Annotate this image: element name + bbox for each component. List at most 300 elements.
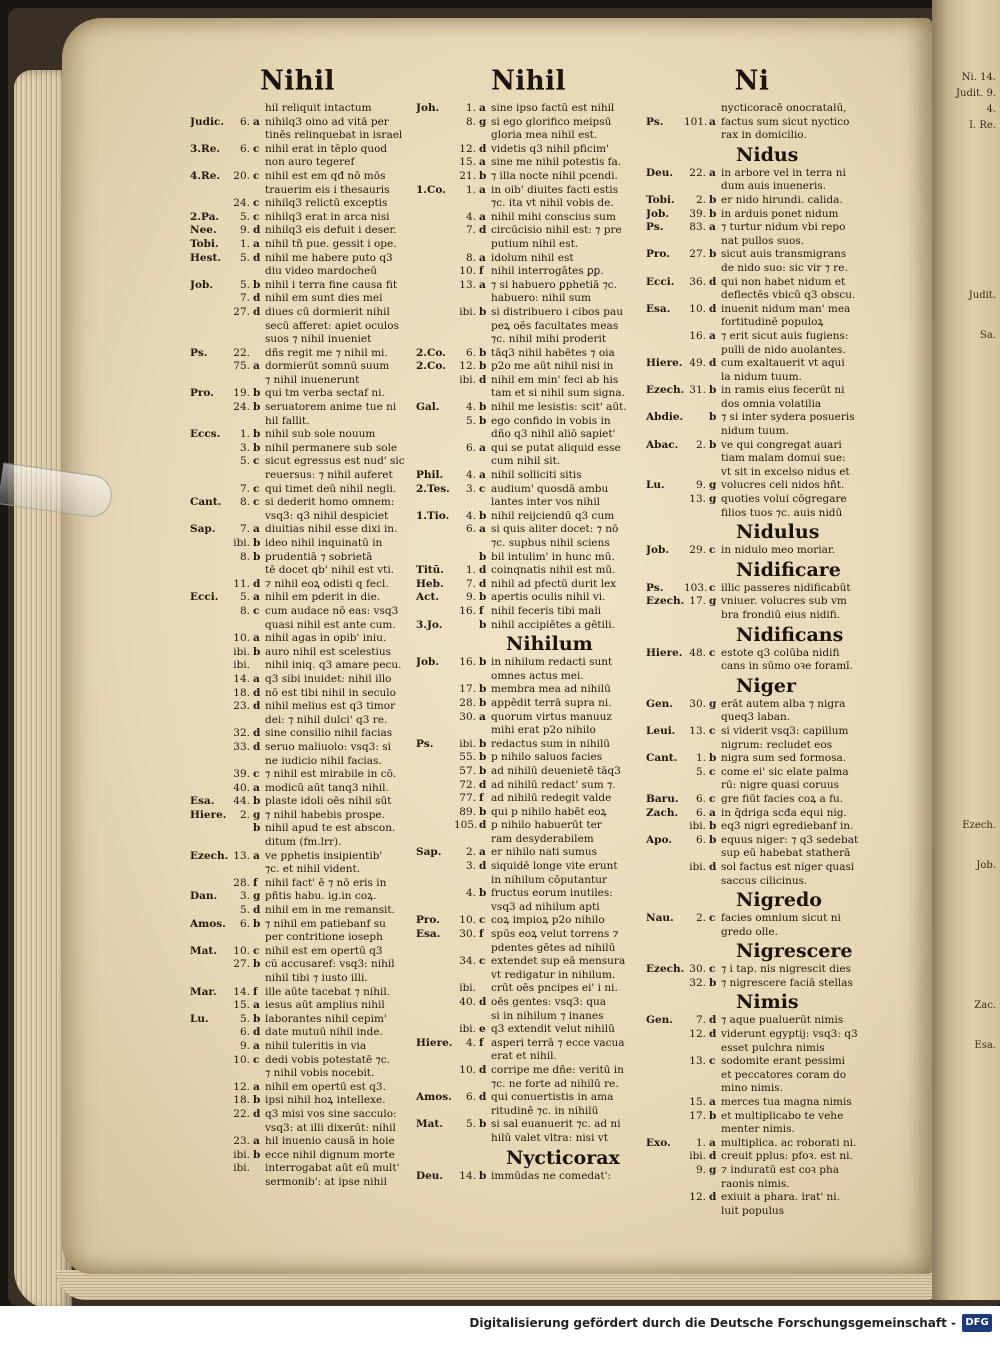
book-reference (190, 333, 228, 347)
concordance-line (416, 156, 641, 170)
section-letter: c (253, 197, 260, 210)
concordance-line (190, 578, 405, 592)
concordance-line (416, 469, 641, 483)
line-text: si distribuero i cibos pau (491, 305, 623, 318)
line-text: tē docet qb' nihil est vti. (265, 564, 395, 577)
chapter-number: 7. (239, 482, 250, 495)
chapter-number (454, 333, 479, 347)
book-reference (190, 564, 228, 578)
section-letter (709, 926, 721, 940)
line-text: ⁊c. ne forte ad nihilū re. (491, 1077, 619, 1090)
concordance-line (416, 510, 641, 524)
concordance-line (646, 167, 858, 181)
chapter-number (684, 660, 709, 674)
line-text: eq3 nigri egrediebanf in. (721, 820, 854, 833)
section-letter: a (479, 102, 486, 114)
line-text: prudentiā ⁊ sobrietā (265, 550, 373, 563)
concordance-line (190, 741, 405, 755)
section-letter: a (479, 183, 486, 196)
chapter-number: 30. (459, 710, 476, 723)
line-text: filios tuos ⁊c. auis nidū (721, 506, 843, 519)
concordance-line (190, 238, 405, 252)
line-text: pdentes gētes ad nihilū (491, 941, 616, 954)
section-letter: b (709, 384, 717, 397)
line-text: ⁊c. supbus nihil sciens (491, 537, 610, 549)
chapter-number: 2. (695, 438, 706, 451)
section-letter (479, 901, 491, 915)
book-reference: Hiere. (646, 646, 683, 659)
line-text: oēs gentes: vsq3: qua (491, 996, 606, 1008)
chapter-number: 10. (459, 265, 476, 278)
concordance-line (646, 276, 858, 290)
concordance-line (190, 374, 405, 388)
entry-headword: Nihilum (506, 633, 593, 656)
section-letter: b (709, 411, 717, 424)
book-reference (646, 779, 684, 793)
chapter-number: 10. (233, 944, 250, 957)
line-text: qui tm verba sectaf ni. (265, 387, 385, 400)
line-text: laborantes nihil cepim' (265, 1012, 387, 1025)
book-reference: Ps. (646, 581, 664, 594)
book-reference (190, 306, 228, 320)
book-reference (190, 1162, 228, 1176)
chapter-number: 12. (459, 360, 476, 373)
section-letter (253, 1162, 265, 1176)
concordance-line (416, 738, 641, 752)
section-letter: b (709, 1109, 717, 1122)
line-text: audium' quosdā ambu (491, 482, 609, 495)
book-reference (416, 874, 454, 888)
concordance-line (416, 874, 641, 888)
concordance-line (190, 415, 405, 429)
chapter-number: ibi. (233, 659, 250, 672)
section-letter (479, 455, 491, 469)
chapter-number (454, 1105, 479, 1119)
book-reference: Ezech. (646, 384, 685, 397)
concordance-line (646, 479, 858, 493)
chapter-number: 4. (465, 509, 476, 522)
section-letter (479, 320, 491, 334)
chapter-number (684, 507, 709, 521)
running-header: Nihil (491, 65, 566, 97)
concordance-line (190, 333, 405, 347)
concordance-line (190, 224, 405, 238)
book-reference (190, 483, 228, 497)
line-text: et multiplicabo te vehe (721, 1109, 844, 1122)
book-reference (646, 493, 684, 507)
chapter-number: 5. (239, 251, 250, 264)
line-text: nihil feceris tibi mali (491, 604, 602, 617)
book-reference (646, 861, 684, 875)
line-text: qui timet deū nihil negli. (265, 482, 397, 495)
book-reference (646, 1082, 684, 1096)
chapter-number: 39. (689, 207, 706, 220)
section-letter: g (709, 595, 717, 608)
chapter-number: ibi. (689, 820, 706, 833)
chapter-number: ibi. (459, 1023, 476, 1036)
facing-page-fragment: Job. (976, 860, 996, 871)
chapter-number (684, 1205, 709, 1219)
chapter-number: 10. (459, 914, 476, 927)
line-text: sodomite erant pessimi (721, 1055, 846, 1068)
chapter-number (454, 670, 479, 684)
chapter-number: 32. (233, 727, 250, 740)
chapter-number: 2. (465, 846, 476, 859)
line-text: ⁊ nihil em patiebanf su (265, 917, 386, 930)
chapter-number (228, 755, 253, 769)
line-text: nihil est em opertū q3 (265, 944, 383, 957)
line-text: nigra sum sed formosa. (721, 752, 847, 765)
section-letter: d (709, 1191, 717, 1204)
chapter-number: 5. (465, 414, 476, 427)
chapter-number (684, 289, 709, 303)
section-letter: d (709, 1014, 717, 1027)
line-text: nihil fact' ē ⁊ nō eris in (265, 876, 387, 889)
line-text: dño q3 nihil aliō sapiet' (491, 428, 616, 441)
book-reference (190, 1135, 228, 1149)
book-reference (190, 782, 228, 796)
section-letter: d (709, 302, 717, 315)
line-text: asperi terrā ⁊ ecce vacua (491, 1036, 625, 1049)
book-reference (416, 306, 454, 320)
book-reference (646, 977, 684, 991)
line-text: diuitias nihil esse dixi in. (265, 523, 398, 536)
line-text: gredo olle. (721, 925, 778, 938)
book-reference (190, 537, 228, 551)
section-letter (709, 466, 721, 480)
book-reference (416, 955, 454, 969)
concordance-line (646, 371, 858, 385)
section-letter: a (479, 523, 486, 536)
chapter-number: 9. (695, 479, 706, 492)
line-text: nigrum: recludet eos (721, 738, 833, 751)
line-text: nihil em sunt dies mei (265, 292, 383, 305)
concordance-line (190, 428, 405, 442)
section-letter (709, 316, 721, 330)
book-reference (416, 170, 454, 184)
concordance-line (190, 836, 405, 850)
chapter-number: 23. (233, 700, 250, 713)
chapter-number: 27. (233, 305, 250, 318)
concordance-line (416, 578, 641, 592)
book-reference (416, 1078, 454, 1092)
section-letter: d (479, 373, 487, 386)
book-reference (190, 972, 228, 986)
chapter-number: 6. (239, 115, 250, 128)
chapter-number (228, 156, 253, 170)
concordance-line (190, 659, 405, 673)
line-text: putium nihil est. (491, 237, 579, 250)
line-text: membra mea ad nihilū (491, 683, 611, 696)
line-text: ⁊c. et nihil vident. (265, 863, 361, 876)
line-text: videtis q3 nihil pficim' (491, 142, 610, 155)
line-text: iesus aūt amplius nihil (265, 999, 385, 1012)
section-letter: d (479, 564, 487, 577)
section-letter: b (479, 346, 487, 359)
book-reference: Esa. (646, 302, 671, 315)
chapter-number (454, 320, 479, 334)
book-reference (190, 1176, 228, 1190)
section-letter: b (479, 737, 487, 750)
book-reference: Cant. (646, 752, 678, 765)
concordance-line (190, 1054, 405, 1068)
chapter-number: 6. (695, 833, 706, 846)
concordance-line (646, 834, 858, 848)
book-reference (416, 697, 454, 711)
chapter-number: 72. (459, 778, 476, 791)
line-text: qui p nihilo habēt eoꝝ (491, 805, 607, 818)
book-reference (190, 863, 228, 877)
concordance-line (416, 887, 641, 901)
chapter-number (454, 197, 479, 211)
section-letter: d (479, 996, 487, 1008)
section-letter: c (479, 914, 486, 927)
line-text: nihilq3 relictū exceptis (265, 197, 388, 210)
section-letter: c (709, 765, 716, 778)
book-reference (190, 401, 228, 415)
book-reference (646, 262, 684, 276)
concordance-line (190, 143, 405, 157)
line-text: reuersus: ⁊ nihil auferet (265, 469, 393, 482)
book-reference (190, 265, 228, 279)
line-text: corripe me dñe: veritū in (491, 1063, 624, 1076)
book-reference: Lu. (190, 1012, 209, 1025)
concordance-line (416, 442, 641, 456)
concordance-line (190, 646, 405, 660)
line-text: nihil ad pfectū durit lex (491, 577, 617, 590)
line-text: er nihilo nati sumus (491, 846, 598, 859)
book-reference (646, 1178, 684, 1192)
book-reference (416, 605, 454, 619)
chapter-number (454, 1050, 479, 1064)
concordance-line (646, 847, 858, 861)
book-reference (416, 1105, 454, 1119)
line-text: interrogabat aūt eū mult' (265, 1162, 400, 1175)
section-letter (253, 1176, 265, 1190)
line-text: ⁊ aque pualuerūt nimis (721, 1014, 844, 1027)
book-reference: Heb. (416, 577, 444, 590)
chapter-number: 101. (684, 115, 708, 128)
line-text: q3 extendit velut nihilū (491, 1023, 615, 1036)
concordance-line (646, 116, 858, 130)
line-text: ve qui congregat auari (721, 438, 842, 451)
section-letter (479, 670, 491, 684)
concordance-line (190, 782, 405, 796)
section-letter (709, 609, 721, 623)
line-text: menter nimis. (721, 1123, 795, 1136)
concordance-line (190, 1122, 405, 1136)
book-reference (416, 779, 454, 793)
concordance-line (190, 687, 405, 701)
chapter-number (228, 374, 253, 388)
concordance-line (416, 292, 641, 306)
line-text: quasi nihil est ante cum. (265, 618, 396, 631)
concordance-line (646, 289, 858, 303)
dfg-logo: DFG (962, 1314, 992, 1332)
concordance-line (190, 714, 405, 728)
book-reference (646, 398, 684, 412)
line-text: dormierūt somnū suum (265, 360, 390, 373)
chapter-number: 7. (465, 577, 476, 590)
book-reference: Abac. (646, 438, 679, 451)
concordance-line (646, 698, 858, 712)
line-text: ecce nihil dignum morte (265, 1148, 395, 1161)
concordance-line (190, 999, 405, 1013)
chapter-number (228, 415, 253, 429)
concordance-line (190, 591, 405, 605)
section-letter: b (479, 1169, 487, 1182)
chapter-number: 44. (233, 795, 250, 808)
line-text: queq3 laban. (721, 711, 791, 724)
line-text: nihil sub sole nouum (265, 428, 376, 441)
line-text: gre fiūt facies coꝝ a fu. (721, 792, 844, 805)
line-text: mino nimis. (721, 1082, 783, 1095)
book-reference (190, 605, 228, 619)
concordance-line (646, 1178, 858, 1192)
line-text: p2o me aūt nihil nisi in (491, 360, 614, 373)
concordance-line (190, 551, 405, 565)
book-reference (190, 700, 228, 714)
concordance-line (416, 1091, 641, 1105)
book-reference (416, 292, 454, 306)
line-text: nat pullos suos. (721, 234, 805, 247)
concordance-line (190, 755, 405, 769)
book-reference (416, 901, 454, 915)
chapter-number: 75. (233, 360, 250, 373)
line-text: cum nihil sit. (491, 455, 561, 468)
chapter-number: 6. (239, 142, 250, 155)
entry-headword: Nigredo (736, 889, 822, 912)
concordance-line (416, 792, 641, 806)
book-reference: 1.Tio. (416, 509, 450, 522)
book-reference: Ps. (646, 115, 664, 128)
section-letter: a (253, 849, 260, 862)
book-reference (416, 1010, 454, 1024)
section-letter: d (479, 1063, 487, 1076)
chapter-number: 13. (689, 724, 706, 737)
book-reference (416, 374, 454, 388)
book-reference (646, 926, 684, 940)
section-letter: d (253, 1107, 261, 1120)
book-reference: Ps. (416, 737, 434, 750)
line-text: non auro tegeref (265, 156, 355, 169)
concordance-line (646, 303, 858, 317)
chapter-number: 14. (233, 985, 250, 998)
book-reference (646, 1042, 684, 1056)
book-reference (190, 1054, 228, 1068)
chapter-number: 6. (239, 917, 250, 930)
line-text: date mutuū nihil inde. (265, 1026, 383, 1039)
section-letter: b (253, 537, 261, 549)
line-text: nihil me lesistis: scit' aūt. (491, 401, 627, 414)
chapter-number: 15. (459, 156, 476, 169)
book-reference (646, 609, 684, 623)
section-letter (479, 874, 491, 888)
line-text: multiplica. ac roborati ni. (721, 1136, 857, 1149)
line-text: tam et si nihil sum signa. (491, 387, 625, 400)
chapter-number: 6. (465, 1091, 476, 1104)
concordance-line (646, 1014, 858, 1028)
section-letter: a (479, 278, 486, 291)
line-text: nihil em in me remansit. (265, 904, 395, 917)
book-reference (646, 289, 684, 303)
section-letter (479, 238, 491, 252)
section-letter: a (709, 221, 716, 234)
book-reference: Exo. (646, 1136, 671, 1149)
section-letter: b (253, 387, 261, 400)
section-letter (479, 1050, 491, 1064)
concordance-line (416, 969, 641, 983)
concordance-line (190, 1040, 405, 1054)
chapter-number (228, 102, 253, 116)
chapter-number: 1. (465, 183, 476, 196)
chapter-number: 12. (689, 1191, 706, 1204)
chapter-number: 3. (239, 890, 250, 903)
chapter-number: 12. (459, 142, 476, 155)
section-letter: c (253, 1053, 260, 1066)
facing-page-fragment: Esa. (974, 1040, 996, 1051)
section-letter: c (253, 210, 260, 223)
section-letter: c (253, 768, 260, 781)
concordance-line (646, 493, 858, 507)
section-letter: a (253, 1135, 260, 1148)
concordance-line (416, 1105, 641, 1119)
line-text: bra frondiū eius nidifi. (721, 609, 841, 621)
concordance-line (646, 752, 858, 766)
section-letter: g (709, 697, 717, 710)
concordance-line (416, 320, 641, 334)
chapter-number (684, 398, 709, 412)
section-letter (253, 469, 265, 483)
chapter-number: 36. (689, 275, 706, 288)
line-text: erāt autem alba ⁊ nigra (721, 697, 846, 710)
section-letter: b (253, 822, 261, 835)
chapter-number: 105. (454, 819, 478, 832)
section-letter: d (709, 1150, 717, 1163)
section-letter: a (253, 523, 260, 536)
section-letter (479, 724, 491, 738)
concordance-line (190, 469, 405, 483)
book-reference (646, 507, 684, 521)
book-reference: Pro. (416, 914, 440, 927)
line-text: sine me nihil potestis fa. (491, 156, 622, 169)
concordance-line (646, 221, 858, 235)
book-reference (416, 197, 454, 211)
chapter-number (454, 292, 479, 306)
section-letter: a (479, 210, 486, 223)
book-reference (416, 670, 454, 684)
section-letter (479, 129, 491, 143)
section-letter: b (709, 207, 717, 220)
book-reference (416, 806, 454, 820)
concordance-line (190, 442, 405, 456)
concordance-line (416, 306, 641, 320)
line-text: nihil em opertū est q3. (265, 1080, 386, 1093)
chapter-number: 7. (465, 224, 476, 237)
chapter-number: ibi. (689, 860, 706, 873)
line-text: tiam malam domui sue: (721, 452, 846, 465)
chapter-number (684, 411, 709, 425)
chapter-number (684, 235, 709, 249)
concordance-line (416, 619, 641, 633)
line-text: rū: nigre quasi coruus (721, 779, 840, 792)
concordance-line (190, 116, 405, 130)
line-text: si in nihilum ⁊ inanes (491, 1009, 604, 1022)
chapter-number: 1. (465, 102, 476, 114)
line-text: qui se putat aliquid esse (491, 441, 621, 454)
line-text: saccus cilicinus. (721, 874, 808, 887)
line-text: si dederit homo omnem: (265, 496, 395, 509)
